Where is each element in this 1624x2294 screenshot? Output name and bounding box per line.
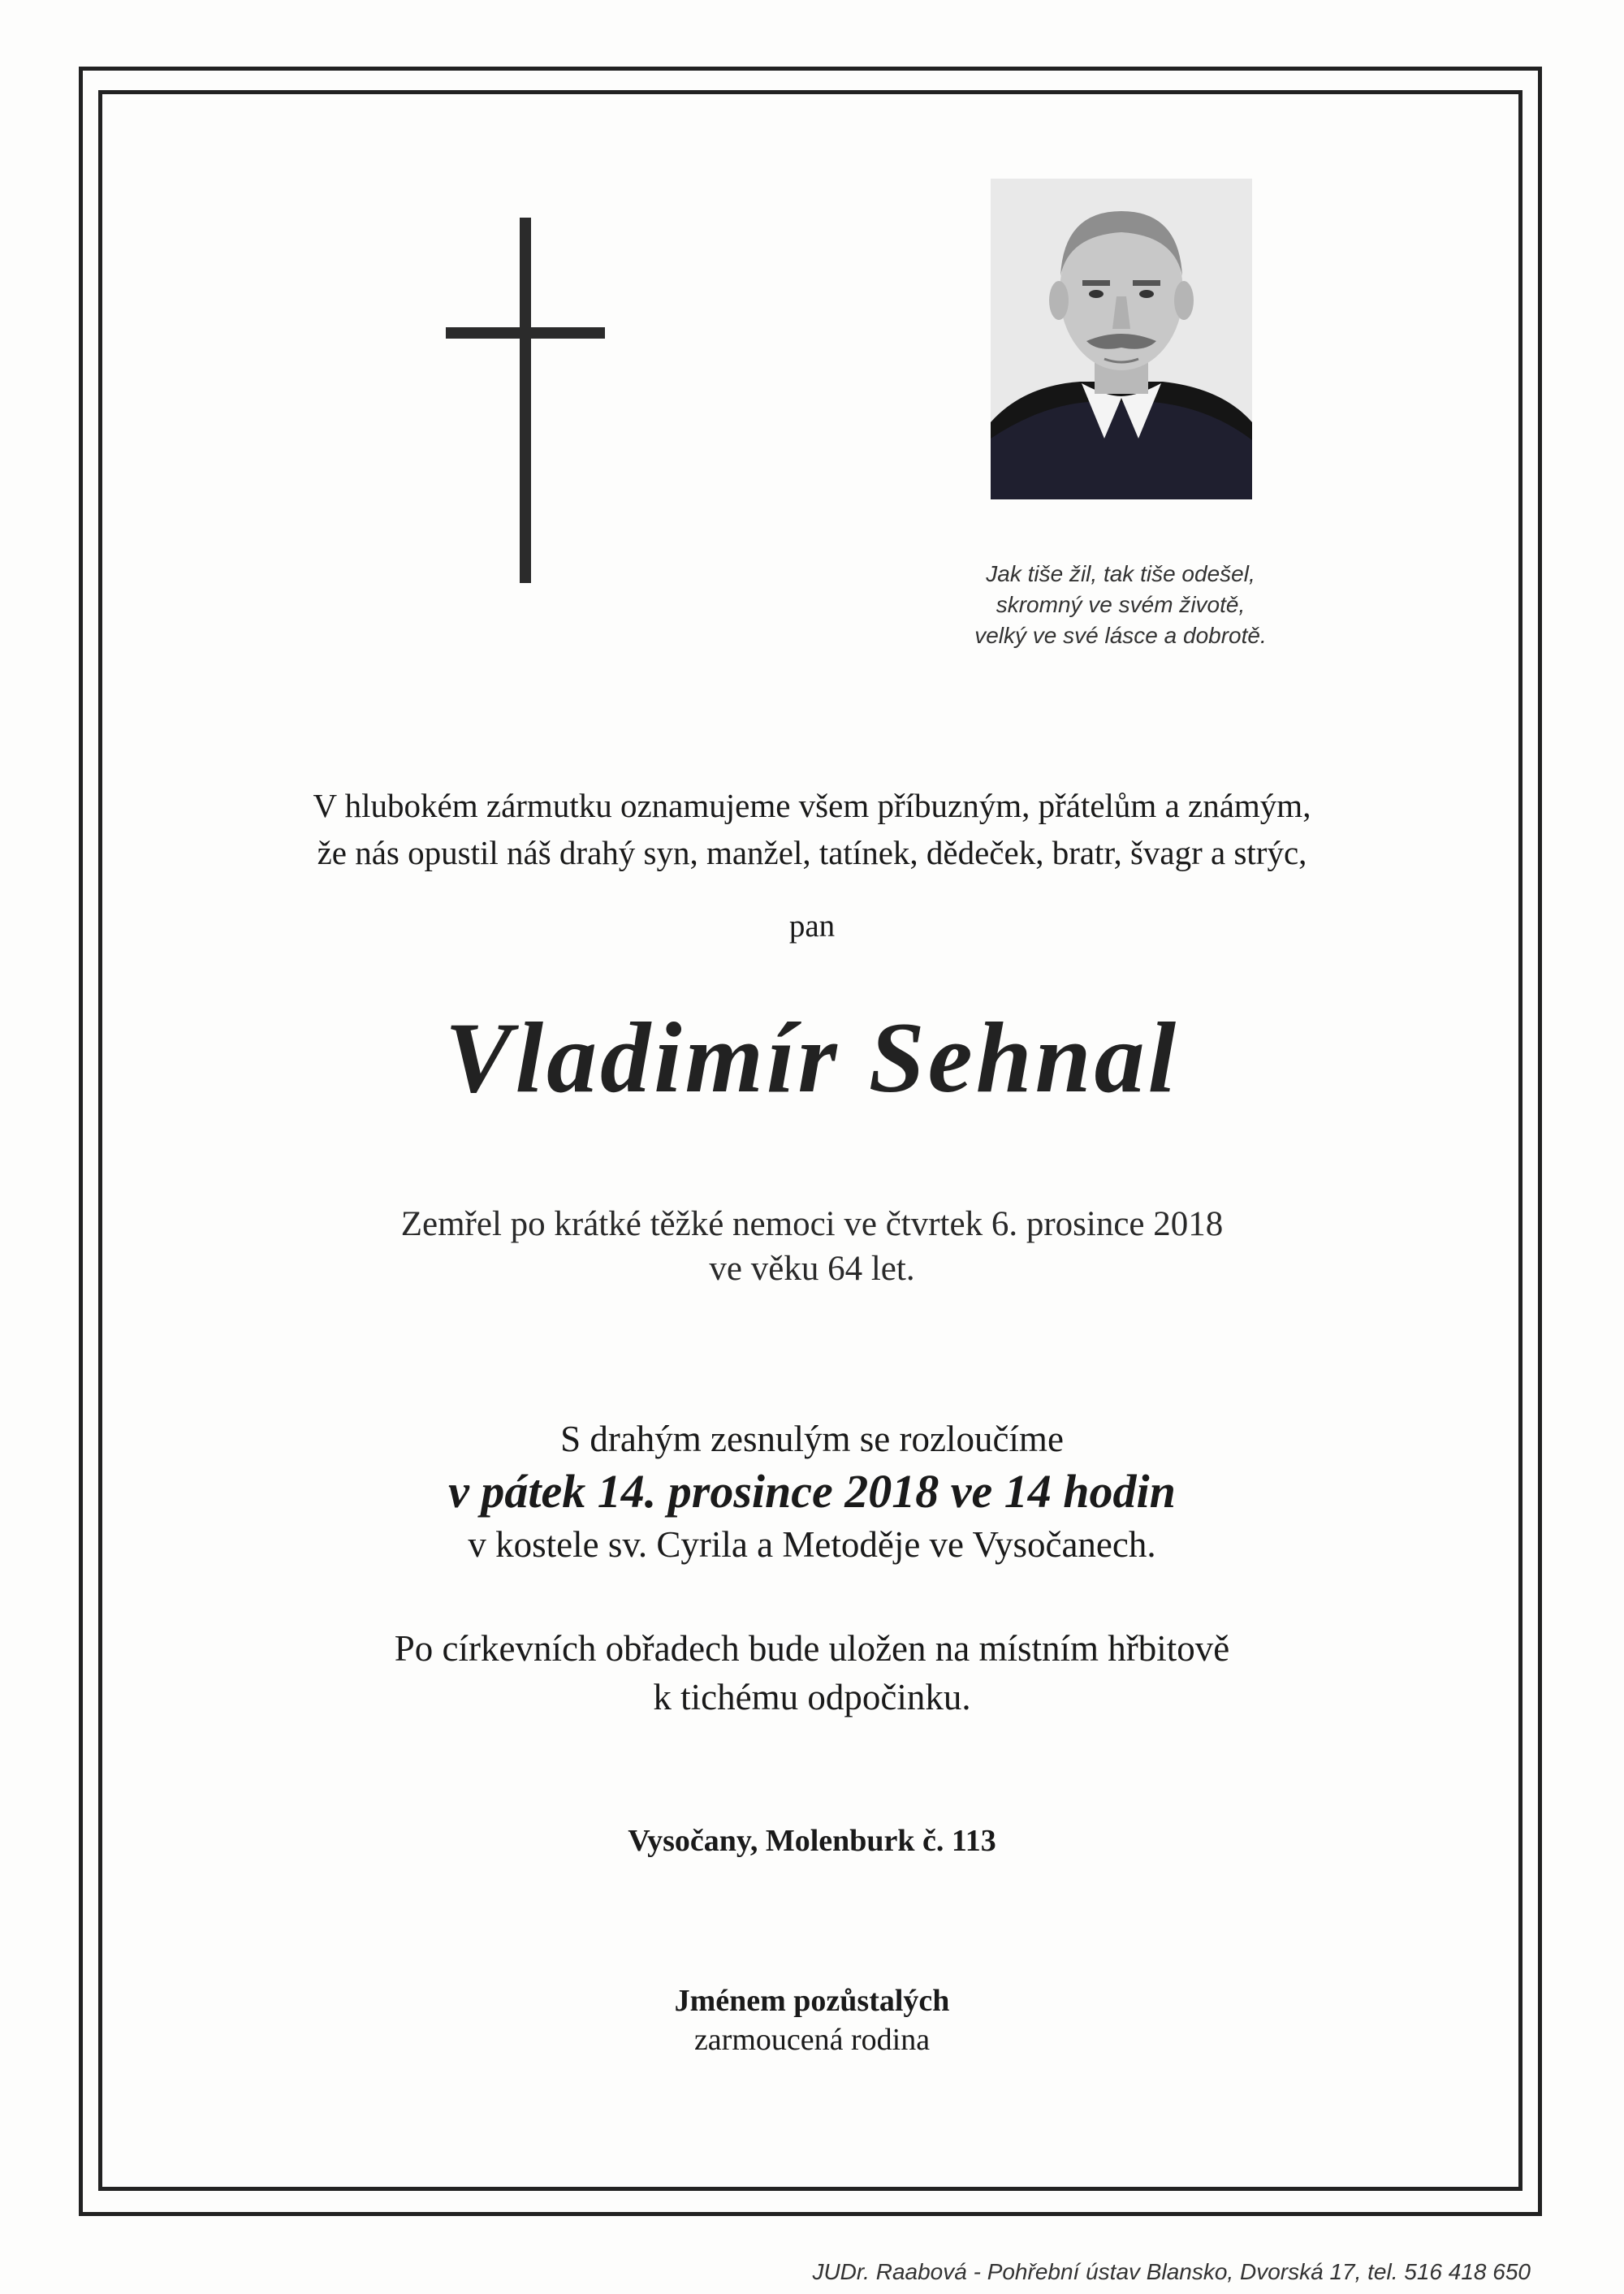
signature-line: zarmoucená rodina <box>693 2023 931 2057</box>
title-pan: pan <box>788 909 836 944</box>
funeral-home-footer: JUDr. Raabová - Pohřební ústav Blansko, Dvorská 17, tel. 516 418 650 <box>812 2259 1531 2284</box>
burial-line: k tichému odpočinku. <box>653 1677 971 1717</box>
family-address: Vysočany, Molenburk č. 113 <box>628 1824 996 1858</box>
burial-line: Po církevních obřadech bude uložen na místním hřbitově <box>394 1628 1230 1669</box>
death-details <box>0 1202 1624 1291</box>
death-line: Zemřel po krátké těžké nemoci ve čtvrtek 6. prosince 2018 <box>400 1205 1224 1243</box>
motto-verse <box>861 559 1380 651</box>
ceremony-details <box>0 1415 1624 1569</box>
signature-line: Jménem pozůstalých <box>674 1984 950 2018</box>
deceased-name: Vladimír Sehnal <box>444 1002 1180 1113</box>
inner-border <box>98 90 1522 2191</box>
burial-details <box>0 1624 1624 1722</box>
ceremony-datetime: v pátek 14. prosince 2018 ve 14 hodin <box>448 1465 1176 1518</box>
motto-line: skromný ve svém životě, <box>996 592 1246 617</box>
announcement <box>0 782 1624 876</box>
signature <box>0 1981 1624 2059</box>
death-line: ve věku 64 let. <box>709 1250 915 1288</box>
announcement-line: že nás opustil náš drahý syn, manžel, tatínek, dědeček, bratr, švagr a strýc, <box>317 834 1307 871</box>
motto-line: velký ve své lásce a dobrotě. <box>974 623 1267 648</box>
ceremony-intro: S drahým zesnulým se rozloučíme <box>560 1419 1064 1459</box>
portrait-photo <box>991 179 1252 499</box>
motto-line: Jak tiše žil, tak tiše odešel, <box>986 561 1255 586</box>
ceremony-place: v kostele sv. Cyrila a Metoděje ve Vysočanech. <box>468 1524 1156 1565</box>
announcement-line: V hlubokém zármutku oznamujeme všem příbuzným, přátelům a známým, <box>313 787 1311 824</box>
